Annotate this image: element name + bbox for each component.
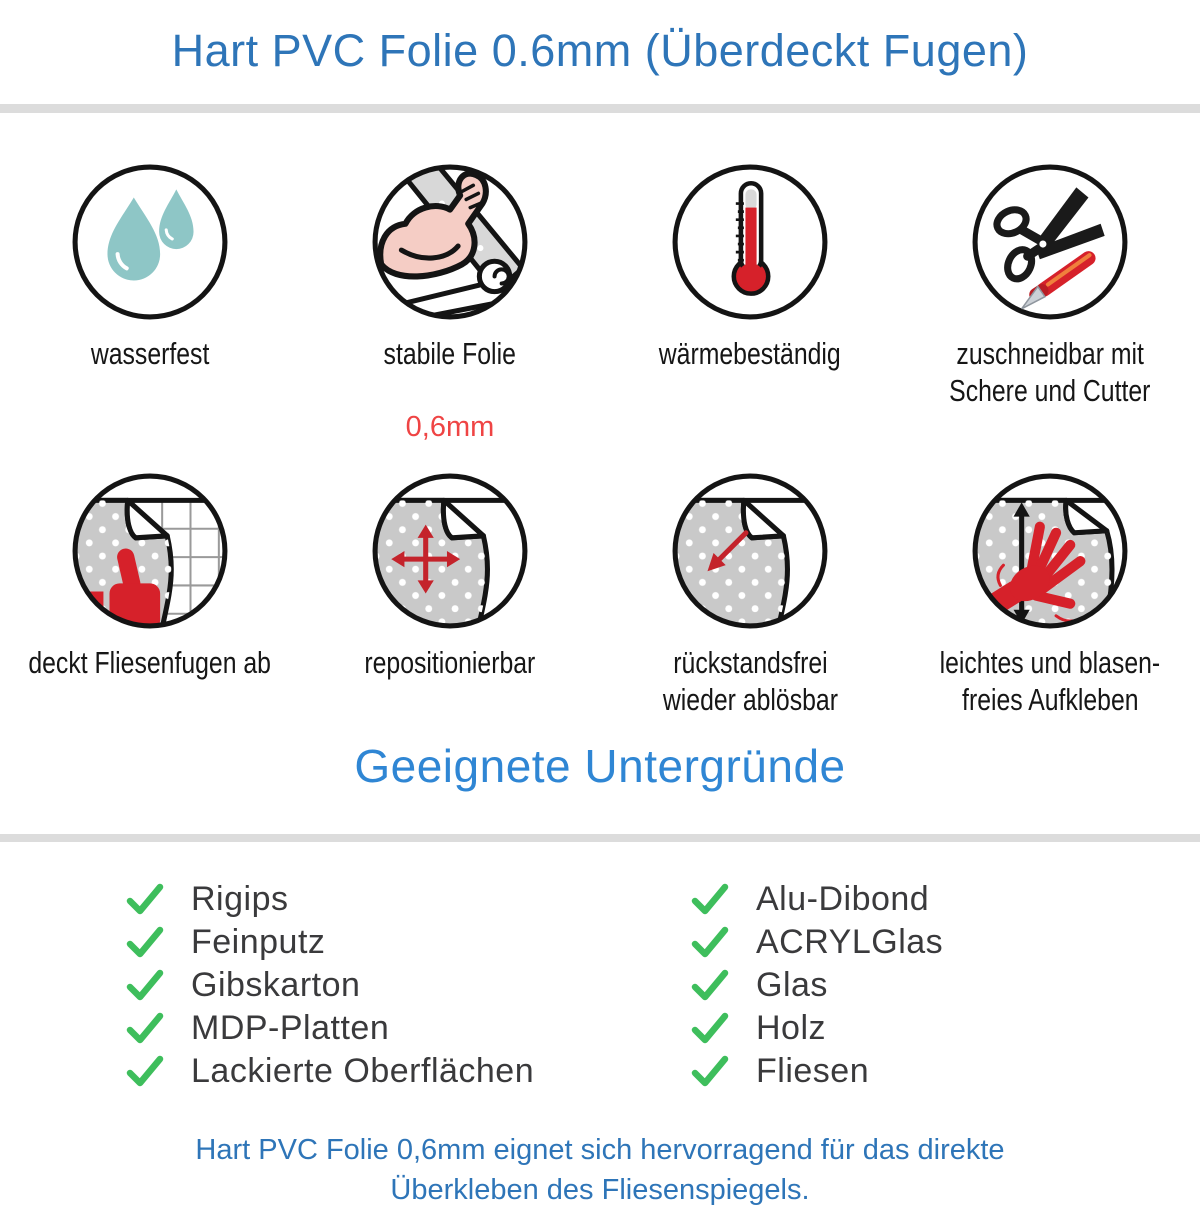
check-label: ACRYLGlas — [756, 922, 944, 961]
footer-line-1: Hart PVC Folie 0,6mm eignet sich hervorragend für das direkte — [195, 1134, 1005, 1166]
check-label: MDP-Platten — [191, 1008, 390, 1047]
move-arrows-icon — [369, 470, 531, 632]
feature-note-thickness: 0,6mm — [405, 411, 495, 443]
feature-repositionierbar — [300, 470, 600, 720]
footer-line-2: Überkleben des Fliesenspiegels. — [390, 1174, 810, 1206]
check-icon — [690, 1011, 730, 1045]
footer-text — [0, 1130, 1200, 1210]
feature-aufkleben — [900, 470, 1200, 720]
feature-label: repositionierbar — [364, 645, 536, 680]
check-item-alu-dibond — [615, 880, 1105, 918]
feature-label: leichtes und blasen- freies Aufkleben — [939, 645, 1161, 717]
surfaces-checklist — [95, 880, 1105, 1090]
check-item-mdp-platten — [95, 1009, 615, 1047]
check-item-rigips — [95, 880, 615, 918]
feature-label: deckt Fliesenfugen ab — [28, 645, 272, 680]
hand-smoothing-icon — [969, 470, 1131, 632]
thumb-up-tile-icon — [69, 470, 231, 632]
feature-label: stabile Folie — [383, 336, 517, 371]
check-label: Rigips — [191, 879, 289, 918]
feature-label: wasserfest — [90, 336, 210, 371]
feature-wasserfest — [0, 161, 300, 444]
check-label: Fliesen — [756, 1051, 870, 1090]
check-icon — [690, 968, 730, 1002]
water-drops-icon — [69, 161, 231, 323]
check-label: Holz — [756, 1008, 827, 1047]
feature-rueckstandsfrei — [600, 470, 900, 720]
muscle-arm-foil-icon — [369, 161, 531, 323]
peel-arrow-icon — [669, 470, 831, 632]
check-icon — [125, 882, 165, 916]
feature-label: rückstandsfrei wieder ablösbar — [662, 645, 838, 717]
divider-middle — [0, 834, 1200, 842]
check-icon — [125, 968, 165, 1002]
check-icon — [125, 925, 165, 959]
surfaces-title: Geeignete Untergründe — [354, 740, 846, 792]
check-label: Lackierte Oberflächen — [191, 1051, 535, 1090]
check-icon — [125, 1054, 165, 1088]
divider-top — [0, 104, 1200, 113]
feature-label: wärmebeständig — [659, 336, 841, 371]
check-icon — [690, 882, 730, 916]
check-item-fliesen — [615, 1052, 1105, 1090]
check-icon — [125, 1011, 165, 1045]
thermometer-icon — [669, 161, 831, 323]
feature-stabile-folie — [300, 161, 600, 444]
check-label: Gibskarton — [191, 965, 361, 1004]
feature-deckt-fliesenfugen — [0, 470, 300, 720]
features-grid — [0, 113, 1200, 720]
check-label: Feinputz — [191, 922, 326, 961]
scissors-cutter-icon — [969, 161, 1131, 323]
check-item-glas — [615, 966, 1105, 1004]
check-label: Alu-Dibond — [756, 879, 930, 918]
page-title: Hart PVC Folie 0.6mm (Überdeckt Fugen) — [171, 25, 1029, 76]
check-icon — [690, 1054, 730, 1088]
check-icon — [690, 925, 730, 959]
feature-label: zuschneidbar mit Schere und Cutter — [949, 336, 1151, 408]
feature-waermebestaendig — [600, 161, 900, 444]
check-item-holz — [615, 1009, 1105, 1047]
check-item-feinputz — [95, 923, 615, 961]
feature-zuschneidbar — [900, 161, 1200, 444]
check-item-gibskarton — [95, 966, 615, 1004]
check-item-lackierte-oberflaechen — [95, 1052, 615, 1090]
check-item-acrylglas — [615, 923, 1105, 961]
check-label: Glas — [756, 965, 828, 1004]
